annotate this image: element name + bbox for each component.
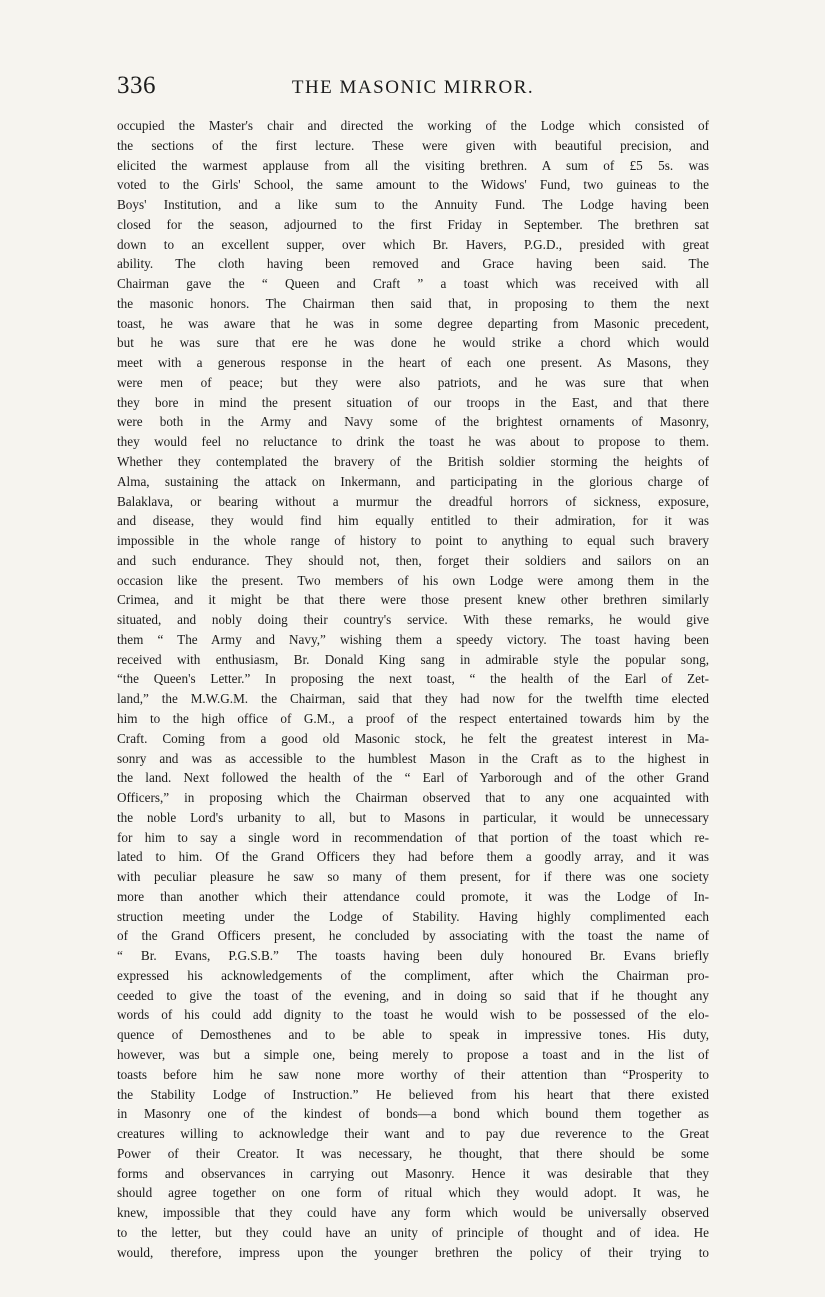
text-line: for him to say a single word in recommendation of that portion of the toast which re-: [117, 829, 709, 845]
text-line: impossible in the whole range of history to point to anything to equal such bravery: [117, 533, 709, 549]
text-line: received with enthusiasm, Br. Donald King sang in admirable style the popular song,: [117, 651, 709, 667]
text-line: should agree together on one form of ritual which they would adopt. It was, he: [117, 1185, 709, 1201]
text-line: the sections of the first lecture. These were given with beautiful precision, and: [117, 137, 709, 153]
running-title: THE MASONIC MIRROR.: [291, 77, 535, 98]
text-line: more than another which their attendance could promote, it was the Lodge of In-: [117, 888, 709, 904]
text-line: him to the high office of G.M., a proof of the respect entertained towards him by the: [117, 710, 709, 726]
page-number: 336: [117, 72, 156, 99]
text-line: the masonic honors. The Chairman then said that, in proposing to them the next: [117, 295, 709, 311]
text-line: voted to the Girls' School, the same amount to the Widows' Fund, two guineas to the: [117, 177, 709, 193]
text-line: lated to him. Of the Grand Officers they had before them a goodly array, and it was: [117, 849, 709, 865]
page-header: [117, 72, 709, 112]
text-line: down to an excellent supper, over which Br. Havers, P.G.D., presided with great: [117, 236, 709, 252]
text-line: toasts before him he saw none more worthy of their attention than “Prosperity to: [117, 1066, 709, 1082]
text-line: with peculiar pleasure he saw so many of them present, for if there was one society: [117, 869, 709, 885]
text-line: in Masonry one of the kindest of bonds—a bond which bound them together as: [117, 1106, 709, 1122]
text-line: of the Grand Officers present, he concluded by associating with the toast the name of: [117, 928, 709, 944]
text-line: knew, impossible that they could have any form which would be universally observed: [117, 1205, 709, 1221]
text-line: closed for the season, adjourned to the first Friday in September. The brethren sat: [117, 216, 709, 232]
text-line: situated, and nobly doing their country's service. With these remarks, he would give: [117, 612, 709, 628]
text-line: expressed his acknowledgements of the compliment, after which the Chairman pro-: [117, 967, 709, 983]
text-line: Power of their Creator. It was necessary, he thought, that there should be some: [117, 1145, 709, 1161]
text-line: they bore in mind the present situation of our troops in the East, and that there: [117, 394, 709, 410]
text-line: Craft. Coming from a good old Masonic stock, he felt the greatest interest in Ma-: [117, 730, 709, 746]
text-line: “ Br. Evans, P.G.S.B.” The toasts having been duly honoured Br. Evans briefly: [117, 948, 709, 964]
text-line: were men of peace; but they were also patriots, and he was sure that when: [117, 374, 709, 390]
text-line: Balaklava, or bearing without a murmur the dreadful horrors of sickness, exposure,: [117, 493, 709, 509]
text-line: but he was sure that ere he was done he would strike a chord which would: [117, 335, 709, 351]
text-line: struction meeting under the Lodge of Stability. Having highly complimented each: [117, 908, 709, 924]
text-line: sonry and was as accessible to the humblest Mason in the Craft as to the highest in: [117, 750, 709, 766]
text-line: to the letter, but they could have an unity of principle of thought and of idea. He: [117, 1224, 709, 1240]
text-line: and disease, they would find him equally entitled to their admiration, for it was: [117, 513, 709, 529]
text-line: meet with a generous response in the heart of each one present. As Masons, they: [117, 355, 709, 371]
text-line: Whether they contemplated the bravery of the British soldier storming the heights of: [117, 454, 709, 470]
text-line: Crimea, and it might be that there were those present knew other brethren similarly: [117, 592, 709, 608]
text-line: the noble Lord's urbanity to all, but to Masons in particular, it would be unnecessary: [117, 809, 709, 825]
text-line: were both in the Army and Navy some of the brightest ornaments of Masonry,: [117, 414, 709, 430]
text-line: and such endurance. They should not, then, forget their soldiers and sailors on an: [117, 552, 709, 568]
text-line: ceeded to give the toast of the evening, and in doing so said that if he thought any: [117, 987, 709, 1003]
text-line: words of his could add dignity to the toast he would wish to be possessed of the elo-: [117, 1007, 709, 1023]
text-line: them “ The Army and Navy,” wishing them a speedy victory. The toast having been: [117, 631, 709, 647]
article-body: [117, 116, 709, 1262]
text-line: the Stability Lodge of Instruction.” He believed from his heart that there existed: [117, 1086, 709, 1102]
text-line: occasion like the present. Two members of his own Lodge were among them in the: [117, 572, 709, 588]
text-line: Alma, sustaining the attack on Inkermann, and participating in the glorious charge of: [117, 473, 709, 489]
text-line: Boys' Institution, and a like sum to the Annuity Fund. The Lodge having been: [117, 197, 709, 213]
text-line: ability. The cloth having been removed and Grace having been said. The: [117, 256, 709, 272]
text-line: Chairman gave the “ Queen and Craft ” a toast which was received with all: [117, 276, 709, 292]
text-line: Officers,” in proposing which the Chairman observed that to any one acquainted with: [117, 790, 709, 806]
text-line: the land. Next followed the health of the “ Earl of Yarborough and of the other Grand: [117, 770, 709, 786]
text-line: forms and observances in carrying out Masonry. Hence it was desirable that they: [117, 1165, 709, 1181]
text-line: occupied the Master's chair and directed the working of the Lodge which consisted of: [117, 118, 709, 133]
text-line: land,” the M.W.G.M. the Chairman, said that they had now for the twelfth time elected: [117, 691, 709, 707]
text-line: toast, he was aware that he was in some degree departing from Masonic precedent,: [117, 315, 709, 331]
text-line: however, was but a simple one, being merely to propose a toast and in the list of: [117, 1046, 709, 1062]
text-line: creatures willing to acknowledge their want and to pay due reverence to the Great: [117, 1126, 709, 1142]
text-line: quence of Demosthenes and to be able to speak in impressive tones. His duty,: [117, 1027, 709, 1043]
text-line: they would feel no reluctance to drink the toast he was about to propose to them.: [117, 434, 709, 450]
text-line: “the Queen's Letter.” In proposing the next toast, “ the health of the Earl of Zet-: [117, 671, 709, 687]
text-line: would, therefore, impress upon the younger brethren the policy of their trying to: [117, 1244, 709, 1260]
text-line: elicited the warmest applause from all the visiting brethren. A sum of £5 5s. was: [117, 157, 709, 173]
